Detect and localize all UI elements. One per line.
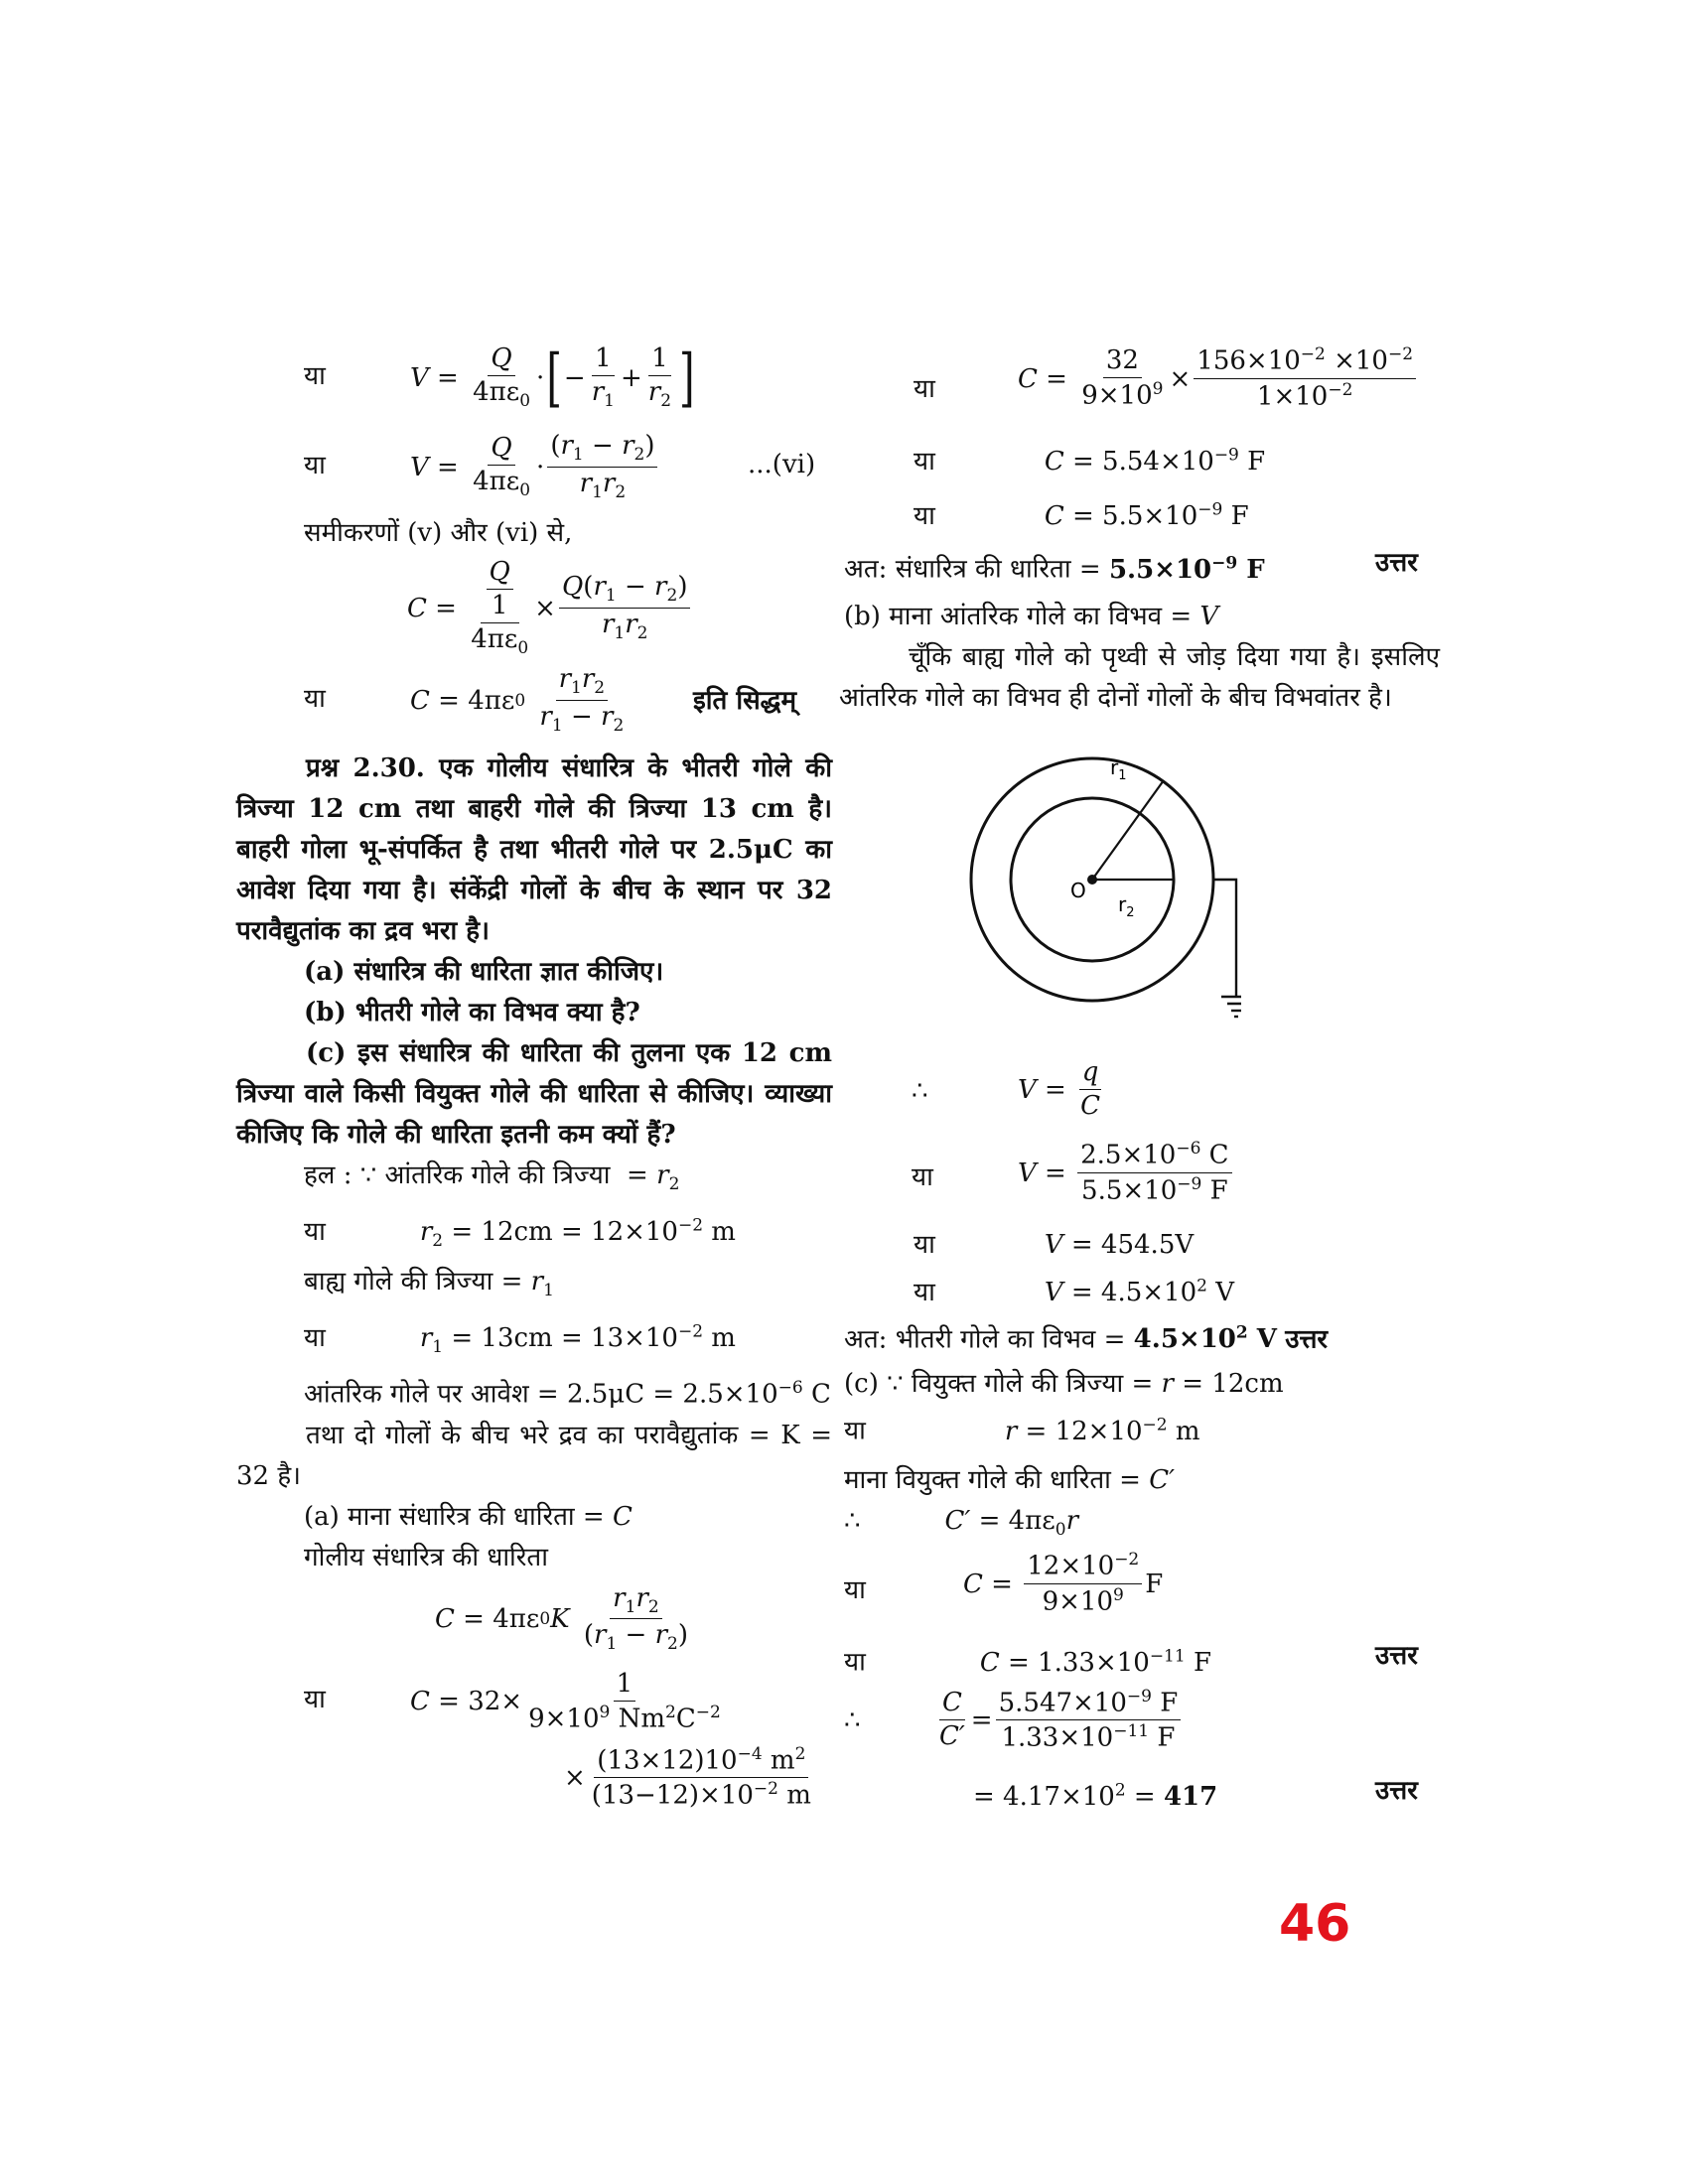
- ya-label: या: [844, 1575, 866, 1606]
- equation: V = $\frac{2.5\times 10^{-6} C}{5.5\times 10^{-9} F}$: [1018, 1140, 1235, 1206]
- v-45e2: या $V = 4.5\times 10^2$ V: [914, 1275, 1235, 1307]
- right-column: [839, 344, 1440, 1818]
- eq-ratio: [844, 1684, 1440, 1771]
- equation: C = $\frac{32}{9\times 10^9}$ × $\frac{156\times 10^{-2} \times 10^{-2}}{1\times 10^{-2}}$: [1018, 345, 1419, 412]
- ya-label: या: [304, 684, 326, 714]
- concentric-spheres-diagram: [963, 741, 1241, 1038]
- eq-cprime-numeric: [844, 1551, 1440, 1636]
- equation: C = $\frac{\frac{Q}{1}}{4\pi\varepsilon_0}$ × $\frac{Q(r_1 - r_2)}{r_1r_2}$: [407, 558, 693, 659]
- question-part-c: (c) इस संधारित्र की धारिता की तुलना एक 12 cm त्रिज्या वाले किसी वियुक्त गोले की धारिता से कीजिए। व्याख्या कीजिए कि गोले की धारिता इतनी कम क्यों हैं?: [236, 1038, 832, 1150]
- equation: $\frac{C}{C'}$ = $\frac{5.547\times 10^{-9} F}{1.33\times 10^{-11} F}$: [933, 1688, 1184, 1754]
- eq-v-q-c: [844, 1058, 1440, 1138]
- v-4545: या V = 454.5V: [914, 1229, 1195, 1260]
- page-number: 46: [1279, 1894, 1351, 1954]
- inner-radius-line: हल : ∵ आंतरिक गोले की त्रिज्या = $r_2$: [304, 1160, 680, 1195]
- ratio-result: = $4.17\times 10^2 = 417$ उत्तर: [973, 1775, 1418, 1813]
- question-part-a: (a) संधारित्र की धारिता ज्ञात कीजिए।: [304, 957, 664, 987]
- equation: × $\frac{(13\times 12)10^{-4} m^2}{(13-12)\times 10^{-2} m}$: [564, 1743, 811, 1811]
- eq-c-numeric: [236, 1666, 832, 1745]
- equation: C = $\frac{12\times 10^{-2}}{9\times 10^9}$ F: [963, 1550, 1164, 1617]
- eq-v-numeric: [844, 1138, 1440, 1225]
- therefore-symbol: ∴: [912, 1075, 928, 1106]
- eq-c-final: [236, 665, 832, 745]
- dielectric-line: तथा दो गोलों के बीच भरे द्रव का परावैद्युतांक = K = 32 है।: [236, 1420, 832, 1491]
- outer-radius-value: या $r_1 = 13cm = 13\times 10^{-2}$ m: [304, 1321, 736, 1358]
- cprime-value: या $C = 1.33\times 10^{-11}$ F उत्तर: [844, 1641, 1418, 1678]
- c-554: या $C = 5.54\times 10^{-9}$ F: [914, 445, 1266, 477]
- label-r2: $r_2$: [1118, 891, 1135, 920]
- eq-c-derive: [236, 554, 832, 665]
- label-r1: $r_1$: [1110, 754, 1127, 783]
- outer-radius-line: बाह्य गोले की त्रिज्या = $r_1$: [304, 1267, 554, 1301]
- question-2-30: प्रश्न 2.30. एक गोलीय संधारित्र के भीतरी गोले की त्रिज्या 12 cm तथा बाहरी गोले की त्रिज्या 13 cm है। बाहरी गोला भू-संपर्कित है तथा भीतरी गोले पर 2.5μC का आवेश दिया गया है। संकेंद्री गोलों के बीच के स्थान पर 32 परावैद्युतांक का द्रव भरा है।: [236, 753, 832, 946]
- cprime-formula: ∴ $C' = 4\pi\varepsilon_0r$: [844, 1505, 1079, 1541]
- from-equations-text: समीकरणों (v) और (vi) से,: [304, 518, 573, 548]
- label-origin: O: [1070, 878, 1086, 902]
- eq-c-k: [236, 1578, 832, 1666]
- potential-result: अत: भीतरी गोले का विभव = $4.5\times 10^2$ V उत्तर: [844, 1322, 1329, 1355]
- ya-label: या: [304, 451, 326, 480]
- eq-c-calc: [844, 345, 1440, 435]
- isolated-radius-value: या $r = 12\times 10^{-2}$ m: [844, 1415, 1200, 1446]
- capacity-result: अत: संधारित्र की धारिता = $5.5\times 10^{-9}$ F उत्तर: [844, 548, 1418, 585]
- question-part-b: (b) भीतरी गोले का विभव क्या है?: [304, 998, 640, 1027]
- earthed-text: चूँकि बाह्य गोले को पृथ्वी से जोड़ दिया गया है। इसलिए आंतरिक गोले का विभव ही दोनों गोलों के बीच विभवांतर है।: [839, 641, 1440, 713]
- equation: V = $\frac{Q}{4\pi\varepsilon_0}$ · [ − $\frac{1}{r_1}$ + $\frac{1}{r_2}$ ]: [410, 341, 695, 415]
- inner-radius-value: या $r_2 = 12cm = 12\times 10^{-2}$ m: [304, 1215, 736, 1252]
- eq-v-vi: [236, 432, 832, 513]
- equation: V = $\frac{Q}{4\pi\varepsilon_0}$ · $\frac{(r_1 - r_2)}{r_1r_2}$: [410, 432, 660, 502]
- let-c-line: (a) माना संधारित्र की धारिता = C: [304, 1501, 633, 1532]
- eq-c-numeric-2: [236, 1745, 832, 1825]
- proved-text: इति सिद्धम्: [693, 686, 797, 716]
- earth-wire: [1213, 880, 1236, 997]
- ya-label: या: [304, 1684, 326, 1714]
- left-column: [236, 342, 832, 1825]
- charge-line: आंतरिक गोले पर आवेश = $2.5\mu C = 2.5\times 10^{-6}$ C: [304, 1378, 831, 1410]
- isolated-radius-line: (c) ∵ वियुक्त गोले की त्रिज्या = r = 12cm: [844, 1369, 1284, 1400]
- equation-number: ...(vi): [748, 450, 816, 479]
- eq-v-bracket: [236, 342, 832, 432]
- equation: C = 4πε 0 K $\frac{r_1r_2}{(r_1 - r_2)}$: [435, 1582, 689, 1655]
- ya-label: या: [912, 1161, 933, 1192]
- spherical-capacitance-text: गोलीय संधारित्र की धारिता: [304, 1542, 548, 1572]
- let-cprime-line: माना वियुक्त गोले की धारिता = C′: [844, 1464, 1176, 1495]
- radius-r1-line: [1092, 780, 1164, 880]
- ground-icon: [1221, 997, 1241, 1017]
- ya-label: या: [914, 374, 935, 404]
- c-55: या $C = 5.5\times 10^{-9}$ F: [914, 499, 1249, 532]
- equation: C = 4πε 0 $\frac{r_1r_2}{r_1 - r_2}$: [410, 664, 625, 736]
- therefore-symbol: ∴: [844, 1705, 861, 1735]
- equation: C = 32× $\frac{1}{9\times 10^9 Nm^2C^{-2}}$: [410, 1668, 721, 1734]
- ya-label: या: [304, 361, 326, 391]
- let-v-line: (b) माना आंतरिक गोले का विभव = V: [844, 601, 1219, 631]
- equation: V = $\frac{q}{C}$: [1018, 1056, 1101, 1121]
